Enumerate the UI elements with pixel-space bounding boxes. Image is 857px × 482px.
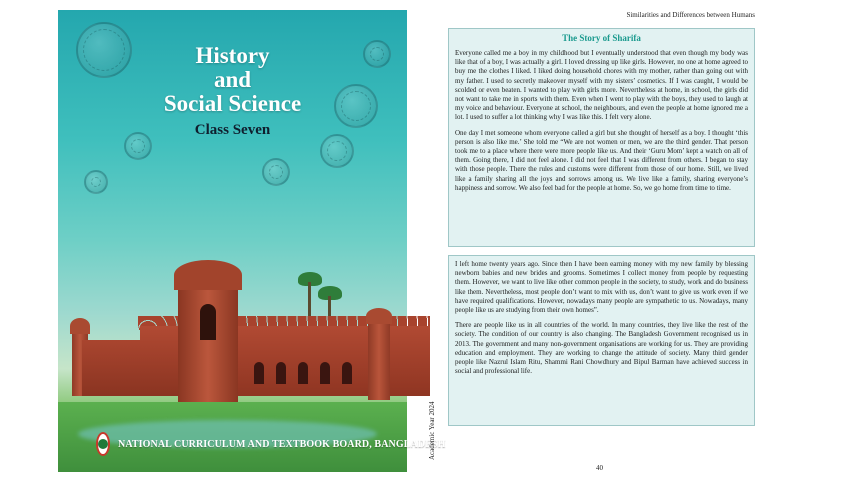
story-title: The Story of Sharifa xyxy=(562,33,641,43)
coin-decoration xyxy=(320,134,354,168)
story-paragraph: One day I met someone whom everyone called a girl but she thought of herself as a boy. I thought ‘this person is also like me.’ She told me “We are not women or men, we are the third gender. That person took me to a place where there were more people like us. And their ‘Guru Mom’ kept a watch on all of them. Going there, I did not feel alone. I did not feel that I was different from others. I began to stay with those people. There the rules and customs were different from those of our home. Still, we lived like a family sharing all the joys and sorrows among us. We live like a family, sharing everyone’s happiness and sorrow. We also feel bad for the people at home. So, we go home from time to time. xyxy=(455,128,748,192)
coin-decoration xyxy=(262,158,290,186)
story-box xyxy=(448,28,755,247)
cover-title xyxy=(58,44,407,116)
story-paragraph: Everyone called me a boy in my childhood but I eventually understood that even though my body was like that of a boy, I was actually a girl. I loved dressing up like girls. However, no one at home agreed to buy me the clothes I liked. I liked doing household chores with my mother, rather than going out with my father. I used to secretly makeover myself with my sisters’ cosmetics. If I was caught, I would be scolded or even beaten. I wanted to play with girls more. Nevertheless at home, in school, the girls did not want to take me in sports with them. Even when I went to play with the boys, they used to laugh at my voice and behaviour. Everyone at school, the neighbours, and even the people at home ignored me a lot. I used to suffer a lot thinking why I was like this. I felt very alone. xyxy=(455,49,748,122)
cover-title-line: Social Science xyxy=(163,91,302,116)
coin-decoration xyxy=(84,170,108,194)
nctb-logo-icon xyxy=(96,432,110,456)
story-box-continued xyxy=(448,255,755,426)
palm-tree xyxy=(304,272,316,322)
story-paragraph: I left home twenty years ago. Since then I have been earning money with my new family by blessing newborn babies and new brides and grooms. Sometimes I collect money from people by requesting them. However, we want to live like other common people in the society, to study, work and do business like them. Nevertheless, most people don’t want to mix with us, don’t want to give us work even if we have required qualifications. However, nowadays many people are sympathetic to us. Nowadays, many people like us are studying from their own homes”. xyxy=(455,260,748,315)
story-paragraph: There are people like us in all countries of the world. In many countries, they live like the rest of the society. The condition of our country is also changing. The Bangladesh Government recognised us in 2013. The government and many non-government organisations are working for us. They are providing education and employment. They are working to change the attitude of society. Many third gender people like Nazrul Islam Ritu, Shammi Rani Chowdhury and Bipul Barman have achieved success in social and professional life. xyxy=(455,321,748,376)
running-head: Similarities and Differences between Humans xyxy=(626,11,755,19)
cover-title-line: History xyxy=(195,43,270,68)
page-number: 40 xyxy=(596,464,603,472)
cover-subtitle: Class Seven xyxy=(194,122,271,138)
academic-year-label: Academic Year 2024 xyxy=(428,401,436,460)
cover-title-line: and xyxy=(213,67,252,92)
publisher-name: NATIONAL CURRICULUM AND TEXTBOOK BOARD, BANGLADESH xyxy=(118,438,446,450)
